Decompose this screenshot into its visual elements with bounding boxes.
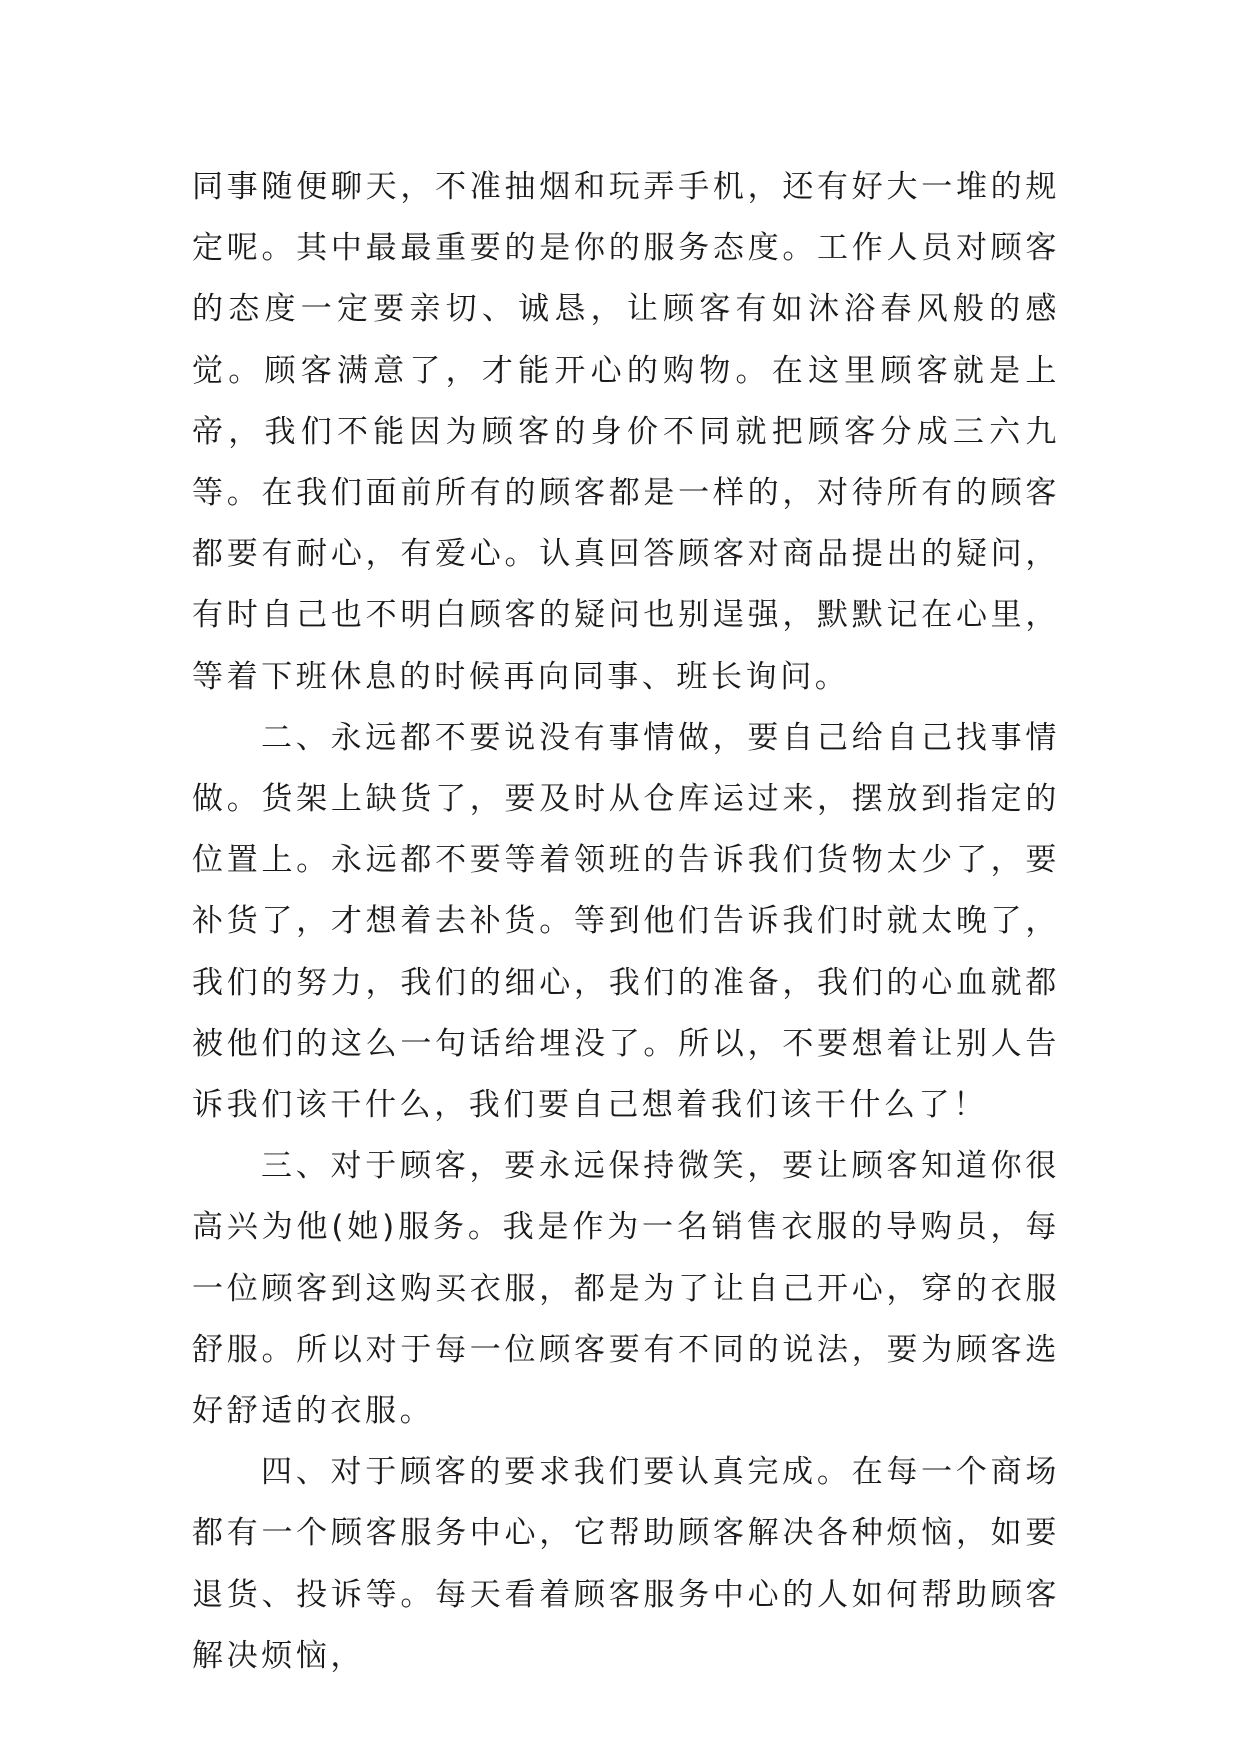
paragraph-3: 三、对于顾客，要永远保持微笑，要让顾客知道你很高兴为他(她)服务。我是作为一名销售衣服的导购员，每一位顾客到这购买衣服，都是为了让自己开心，穿的衣服舒服。所以对于每一位顾客要有不同的说法，要为顾客选好舒适的衣服。 (192, 1148, 1060, 1430)
paragraph-4: 四、对于顾客的要求我们要认真完成。在每一个商场都有一个顾客服务中心，它帮助顾客解决各种烦恼，如要退货、投诉等。每天看着顾客服务中心的人如何帮助顾客解决烦恼， (192, 1454, 1060, 1674)
document-body (192, 157, 1060, 1687)
paragraph-2: 二、永远都不要说没有事情做，要自己给自己找事情做。货架上缺货了，要及时从仓库运过来，摆放到指定的位置上。永远都不要等着领班的告诉我们货物太少了，要补货了，才想着去补货。等到他们告诉我们时就太晚了，我们的努力，我们的细心，我们的准备，我们的心血就都被他们的这么一句话给埋没了。所以，不要想着让别人告诉我们该干什么，我们要自己想着我们该干什么了！ (192, 719, 1060, 1124)
paragraph-1: 同事随便聊天，不准抽烟和玩弄手机，还有好大一堆的规定呢。其中最最重要的是你的服务态度。工作人员对顾客的态度一定要亲切、诚恳，让顾客有如沐浴春风般的感觉。顾客满意了，才能开心的购物。在这里顾客就是上帝，我们不能因为顾客的身价不同就把顾客分成三六九等。在我们面前所有的顾客都是一样的，对待所有的顾客都要有耐心，有爱心。认真回答顾客对商品提出的疑问，有时自己也不明白顾客的疑问也别逞强，默默记在心里，等着下班休息的时候再向同事、班长询问。 (192, 169, 1060, 695)
